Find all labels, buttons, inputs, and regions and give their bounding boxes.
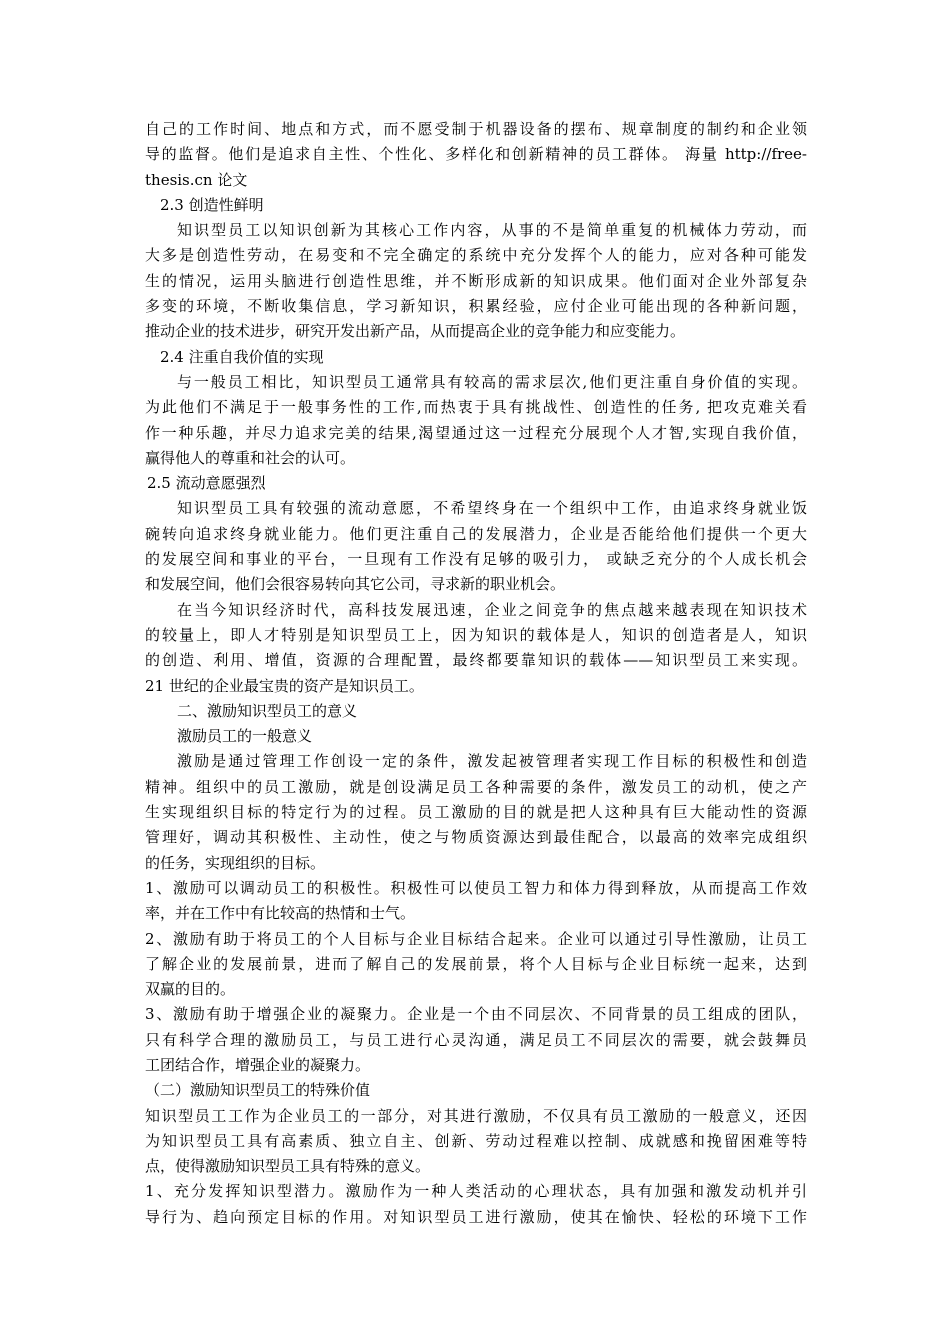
section-heading: 激励员工的一般意义 <box>177 727 313 746</box>
text-line: 知识型员工具有较强的流动意愿，不希望终身在一个组织中工作，由追求终身就业饭 <box>177 499 807 518</box>
text-line: 和发展空间，他们会很容易转向其它公司，寻求新的职业机会。 <box>145 575 566 594</box>
text-line: 大多是创造性劳动，在易变和不完全确定的系统中充分发挥个人的能力，应对各种可能发 <box>145 246 807 265</box>
text-line: 21 世纪的企业最宝贵的资产是知识员工。 <box>145 676 424 695</box>
text-line: 赢得他人的尊重和社会的认可。 <box>145 448 356 467</box>
text-line: 的创造、利用、增值，资源的合理配置，最终都要靠知识的载体——知识型员工来实现。 <box>145 651 807 670</box>
text-line: 知识型员工以知识创新为其核心工作内容，从事的不是简单重复的机械体力劳动，而 <box>177 221 807 240</box>
text-line: 为知识型员工具有高素质、独立自主、创新、劳动过程难以控制、成就感和挽留困难等特 <box>145 1131 807 1150</box>
text-line: 在当今知识经济时代，高科技发展迅速，企业之间竞争的焦点越来越表现在知识技术 <box>177 600 807 619</box>
text-line: 作一种乐趣，并尽力追求完美的结果,渴望通过这一过程充分展现个人才智,实现自我价值， <box>145 423 807 442</box>
document-page <box>145 117 807 1230</box>
section-heading: 2.3 创造性鲜明 <box>160 195 264 214</box>
text-line: 工团结合作，增强企业的凝聚力。 <box>145 1055 371 1074</box>
text-line: 激励是通过管理工作创设一定的条件，激发起被管理者实现工作目标的积极性和创造 <box>177 752 807 771</box>
text-line: 碗转向追求终身就业能力。他们更注重自己的发展潜力，企业是否能给他们提供一个更大 <box>145 524 807 543</box>
section-heading: 二、激励知识型员工的意义 <box>177 701 358 720</box>
text-line: 推动企业的技术进步，研究开发出新产品，从而提高企业的竞争能力和应变能力。 <box>145 322 686 341</box>
list-item: 2、激励有助于将员工的个人目标与企业目标结合起来。企业可以通过引导性激励，让员工 <box>145 929 807 948</box>
text-line: 只有科学合理的激励员工，与员工进行心灵沟通，满足员工不同层次的需要，就会鼓舞员 <box>145 1030 807 1049</box>
section-heading: 2.5 流动意愿强烈 <box>147 474 266 493</box>
list-item: 1、充分发挥知识型潜力。激励作为一种人类活动的心理状态，具有加强和激发动机并引 <box>145 1182 807 1201</box>
text-line: 导行为、趋向预定目标的作用。对知识型员工进行激励，使其在愉快、轻松的环境下工作 <box>145 1207 807 1226</box>
text-line: 与一般员工相比，知识型员工通常具有较高的需求层次,他们更注重自身价值的实现。 <box>177 372 807 391</box>
text-line: 的较量上，即人才特别是知识型员工上，因为知识的载体是人，知识的创造者是人，知识 <box>145 625 807 644</box>
text-line: 点，使得激励知识型员工具有特殊的意义。 <box>145 1157 431 1176</box>
text-line: thesis.cn 论文 <box>145 170 248 189</box>
text-line: 的任务，实现组织的目标。 <box>145 853 326 872</box>
section-heading: （二）激励知识型员工的特殊价值 <box>145 1081 371 1100</box>
text-line: 管理好，调动其积极性、主动性，使之与物质资源达到最佳配合，以最高的效率完成组织 <box>145 828 807 847</box>
text-line: 生实现组织目标的特定行为的过程。员工激励的目的就是把人这种具有巨大能动性的资源 <box>145 803 807 822</box>
list-item: 3、激励有助于增强企业的凝聚力。企业是一个由不同层次、不同背景的员工组成的团队， <box>145 1005 807 1024</box>
text-line: 知识型员工工作为企业员工的一部分，对其进行激励，不仅具有员工激励的一般意义，还因 <box>145 1106 807 1125</box>
text-line: 了解企业的发展前景，进而了解自己的发展前景，将个人目标与企业目标统一起来，达到 <box>145 954 807 973</box>
text-line: 自己的工作时间、地点和方式，而不愿受制于机器设备的摆布、规章制度的制约和企业领 <box>145 120 807 138</box>
text-line: 的发展空间和事业的平台，一旦现有工作没有足够的吸引力， 或缺乏充分的个人成长机会 <box>145 550 807 569</box>
text-line: 为此他们不满足于一般事务性的工作,而热衷于具有挑战性、创造性的任务, 把攻克难关看 <box>145 398 807 417</box>
text-line: 率，并在工作中有比较高的热情和士气。 <box>145 904 416 923</box>
text-line: 生的情况，运用头脑进行创造性思维，并不断形成新的知识成果。他们面对企业外部复杂 <box>145 271 807 290</box>
text-line: 多变的环境，不断收集信息，学习新知识，积累经验，应付企业可能出现的各种新问题， <box>145 297 807 316</box>
text-line: 导的监督。他们是追求自主性、个性化、多样化和创新精神的员工群体。 海量 http://free- <box>145 145 807 164</box>
section-heading: 2.4 注重自我价值的实现 <box>160 347 324 366</box>
text-line: 双赢的目的。 <box>145 980 236 999</box>
text-line: 精神。组织中的员工激励，就是创设满足员工各种需要的条件，激发员工的动机，使之产 <box>145 777 807 796</box>
list-item: 1、激励可以调动员工的积极性。积极性可以使员工智力和体力得到释放，从而提高工作效 <box>145 878 807 897</box>
